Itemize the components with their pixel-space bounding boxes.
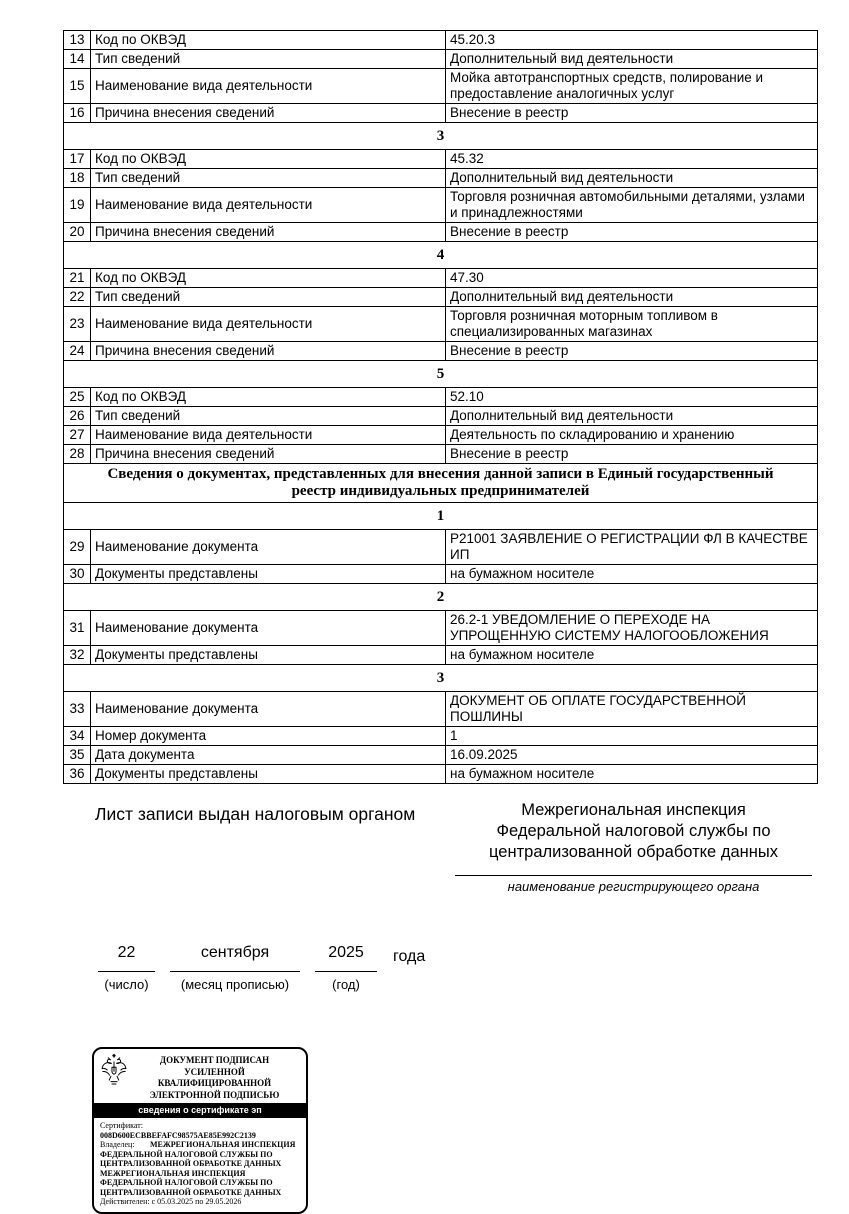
date-year-value: 2025 xyxy=(315,944,377,972)
row-label: Причина внесения сведений xyxy=(91,104,446,123)
validity-label: Действителен: xyxy=(100,1197,150,1206)
row-value: Торговля розничная моторным топливом в специализированных магазинах xyxy=(446,307,818,342)
row-value: на бумажном носителе xyxy=(446,565,818,584)
validity-value: с 05.03.2025 по 29.05.2026 xyxy=(151,1197,242,1206)
row-value: Дополнительный вид деятельности xyxy=(446,50,818,69)
stamp-title-line-1: ДОКУМЕНТ ПОДПИСАН xyxy=(159,1055,270,1065)
section-number-row xyxy=(64,584,818,611)
row-number: 25 xyxy=(64,388,91,407)
stamp-title xyxy=(129,1053,300,1101)
row-label: Документы представлены xyxy=(91,646,446,665)
row-value: Внесение в реестр xyxy=(446,104,818,123)
owner-label: Владелец: xyxy=(100,1140,135,1149)
row-number: 35 xyxy=(64,746,91,765)
date-month-value: сентября xyxy=(170,944,300,972)
issue-date-section xyxy=(98,944,849,992)
row-label: Наименование документа xyxy=(91,530,446,565)
date-month-caption: (месяц прописью) xyxy=(180,977,290,992)
row-value: 52.10 xyxy=(446,388,818,407)
section-number: 3 xyxy=(64,665,818,692)
row-label: Наименование вида деятельности xyxy=(91,188,446,223)
table-row xyxy=(64,169,818,188)
row-value: Внесение в реестр xyxy=(446,342,818,361)
row-value: Мойка автотранспортных средств, полирование и предоставление аналогичных услуг xyxy=(446,69,818,104)
table-row xyxy=(64,727,818,746)
section-number: 4 xyxy=(64,242,818,269)
certificate-info-bar: сведения о сертификате эп xyxy=(94,1103,306,1118)
certificate-details xyxy=(94,1118,306,1212)
row-number: 26 xyxy=(64,407,91,426)
certificate-label: Сертификат: xyxy=(100,1121,143,1130)
table-row xyxy=(64,104,818,123)
row-label: Причина внесения сведений xyxy=(91,223,446,242)
table-row xyxy=(64,407,818,426)
row-value: 45.32 xyxy=(446,150,818,169)
documents-header-row xyxy=(64,464,818,503)
row-number: 21 xyxy=(64,269,91,288)
table-row xyxy=(64,342,818,361)
row-number: 36 xyxy=(64,765,91,784)
table-row xyxy=(64,565,818,584)
row-number: 27 xyxy=(64,426,91,445)
issued-by-label: Лист записи выдан налоговым органом xyxy=(95,804,416,824)
row-label: Наименование вида деятельности xyxy=(91,307,446,342)
section-number-row xyxy=(64,503,818,530)
table-row xyxy=(64,69,818,104)
row-number: 22 xyxy=(64,288,91,307)
row-label: Код по ОКВЭД xyxy=(91,150,446,169)
row-label: Наименование документа xyxy=(91,692,446,727)
row-label: Номер документа xyxy=(91,727,446,746)
table-row xyxy=(64,223,818,242)
row-value: Торговля розничная автомобильными деталями, узлами и принадлежностями xyxy=(446,188,818,223)
section-number: 1 xyxy=(64,503,818,530)
date-day-value: 22 xyxy=(98,944,155,972)
date-year-caption: (год) xyxy=(332,977,360,992)
row-label: Причина внесения сведений xyxy=(91,445,446,464)
table-row xyxy=(64,746,818,765)
row-value: Внесение в реестр xyxy=(446,223,818,242)
row-number: 16 xyxy=(64,104,91,123)
digital-signature-stamp xyxy=(92,1047,308,1214)
row-number: 17 xyxy=(64,150,91,169)
row-value: Внесение в реестр xyxy=(446,445,818,464)
row-number: 19 xyxy=(64,188,91,223)
row-number: 34 xyxy=(64,727,91,746)
row-value: 45.20.3 xyxy=(446,31,818,50)
row-number: 15 xyxy=(64,69,91,104)
row-value: Р21001 ЗАЯВЛЕНИЕ О РЕГИСТРАЦИИ ФЛ В КАЧЕСТВЕ ИП xyxy=(446,530,818,565)
row-label: Тип сведений xyxy=(91,169,446,188)
row-label: Тип сведений xyxy=(91,50,446,69)
row-value: ДОКУМЕНТ ОБ ОПЛАТЕ ГОСУДАРСТВЕННОЙ ПОШЛИНЫ xyxy=(446,692,818,727)
table-row xyxy=(64,307,818,342)
row-number: 20 xyxy=(64,223,91,242)
row-label: Документы представлены xyxy=(91,765,446,784)
row-label: Дата документа xyxy=(91,746,446,765)
row-label: Документы представлены xyxy=(91,565,446,584)
row-value: 1 xyxy=(446,727,818,746)
row-label: Код по ОКВЭД xyxy=(91,388,446,407)
row-number: 30 xyxy=(64,565,91,584)
row-value: Деятельность по складированию и хранению xyxy=(446,426,818,445)
row-label: Код по ОКВЭД xyxy=(91,269,446,288)
table-row xyxy=(64,445,818,464)
row-value: 26.2-1 УВЕДОМЛЕНИЕ О ПЕРЕХОДЕ НА УПРОЩЕННУЮ СИСТЕМУ НАЛОГООБЛОЖЕНИЯ xyxy=(446,611,818,646)
certificate-line xyxy=(100,1121,300,1140)
row-number: 31 xyxy=(64,611,91,646)
row-number: 23 xyxy=(64,307,91,342)
documents-header: Сведения о документах, представленных для внесения данной записи в Единый государственный реестр индивидуальных предпринимателей xyxy=(64,464,818,503)
table-row xyxy=(64,288,818,307)
section-number: 3 xyxy=(64,123,818,150)
stamp-header xyxy=(94,1049,306,1103)
table-row xyxy=(64,188,818,223)
issuer-section xyxy=(63,800,849,894)
section-number: 2 xyxy=(64,584,818,611)
section-number-row xyxy=(64,361,818,388)
row-number: 13 xyxy=(64,31,91,50)
table-row xyxy=(64,530,818,565)
stamp-title-line-3: ЭЛЕКТРОННОЙ ПОДПИСЬЮ xyxy=(149,1089,280,1100)
row-value: Дополнительный вид деятельности xyxy=(446,169,818,188)
section-number-row xyxy=(64,242,818,269)
table-row xyxy=(64,150,818,169)
row-label: Тип сведений xyxy=(91,288,446,307)
table-row xyxy=(64,31,818,50)
owner-line xyxy=(100,1140,300,1197)
section-number-row xyxy=(64,123,818,150)
row-value: на бумажном носителе xyxy=(446,646,818,665)
row-value: Дополнительный вид деятельности xyxy=(446,407,818,426)
row-value: 16.09.2025 xyxy=(446,746,818,765)
validity-line xyxy=(100,1197,300,1207)
table-row xyxy=(64,426,818,445)
table-row xyxy=(64,765,818,784)
table-row xyxy=(64,646,818,665)
date-year-field xyxy=(315,944,377,992)
row-value: на бумажном носителе xyxy=(446,765,818,784)
table-row xyxy=(64,611,818,646)
section-number-row xyxy=(64,665,818,692)
row-number: 24 xyxy=(64,342,91,361)
coat-of-arms-icon xyxy=(99,1053,129,1087)
row-label: Наименование вида деятельности xyxy=(91,69,446,104)
date-day-field xyxy=(98,944,155,992)
row-number: 18 xyxy=(64,169,91,188)
row-label: Код по ОКВЭД xyxy=(91,31,446,50)
authority-caption: наименование регистрирующего органа xyxy=(507,879,760,894)
section-number: 5 xyxy=(64,361,818,388)
row-number: 28 xyxy=(64,445,91,464)
table-row xyxy=(64,692,818,727)
table-row xyxy=(64,269,818,288)
date-day-caption: (число) xyxy=(104,977,149,992)
stamp-title-line-2: УСИЛЕННОЙ КВАЛИФИЦИРОВАННОЙ xyxy=(157,1066,272,1088)
certificate-value: 008D600ECBBEFAFC98575AE85E992C2139 xyxy=(100,1130,256,1140)
table-row xyxy=(64,388,818,407)
row-label: Наименование документа xyxy=(91,611,446,646)
row-number: 32 xyxy=(64,646,91,665)
record-table xyxy=(63,30,818,784)
row-value: Дополнительный вид деятельности xyxy=(446,288,818,307)
date-month-field xyxy=(170,944,300,992)
row-number: 14 xyxy=(64,50,91,69)
date-suffix: года xyxy=(393,948,426,965)
table-row xyxy=(64,50,818,69)
row-label: Наименование вида деятельности xyxy=(91,426,446,445)
row-number: 29 xyxy=(64,530,91,565)
registering-authority-block xyxy=(455,800,812,894)
row-label: Причина внесения сведений xyxy=(91,342,446,361)
row-label: Тип сведений xyxy=(91,407,446,426)
registering-authority-name: Межрегиональная инспекция Федеральной налоговой службы по централизованной обработке данных xyxy=(489,801,778,861)
row-number: 33 xyxy=(64,692,91,727)
row-value: 47.30 xyxy=(446,269,818,288)
owner-value: МЕЖРЕГИОНАЛЬНАЯ ИНСПЕКЦИЯ ФЕДЕРАЛЬНОЙ НАЛОГОВОЙ СЛУЖБЫ ПО ЦЕНТРАЛИЗОВАННОЙ ОБРАБОТКЕ ДАННЫХ МЕЖРЕГИОНАЛЬНАЯ ИНСПЕКЦИЯ ФЕДЕРАЛЬНОЙ НАЛОГОВОЙ СЛУЖБЫ ПО ЦЕНТРАЛИЗОВАННОЙ ОБРАБОТКЕ ДАННЫХ xyxy=(100,1140,296,1197)
